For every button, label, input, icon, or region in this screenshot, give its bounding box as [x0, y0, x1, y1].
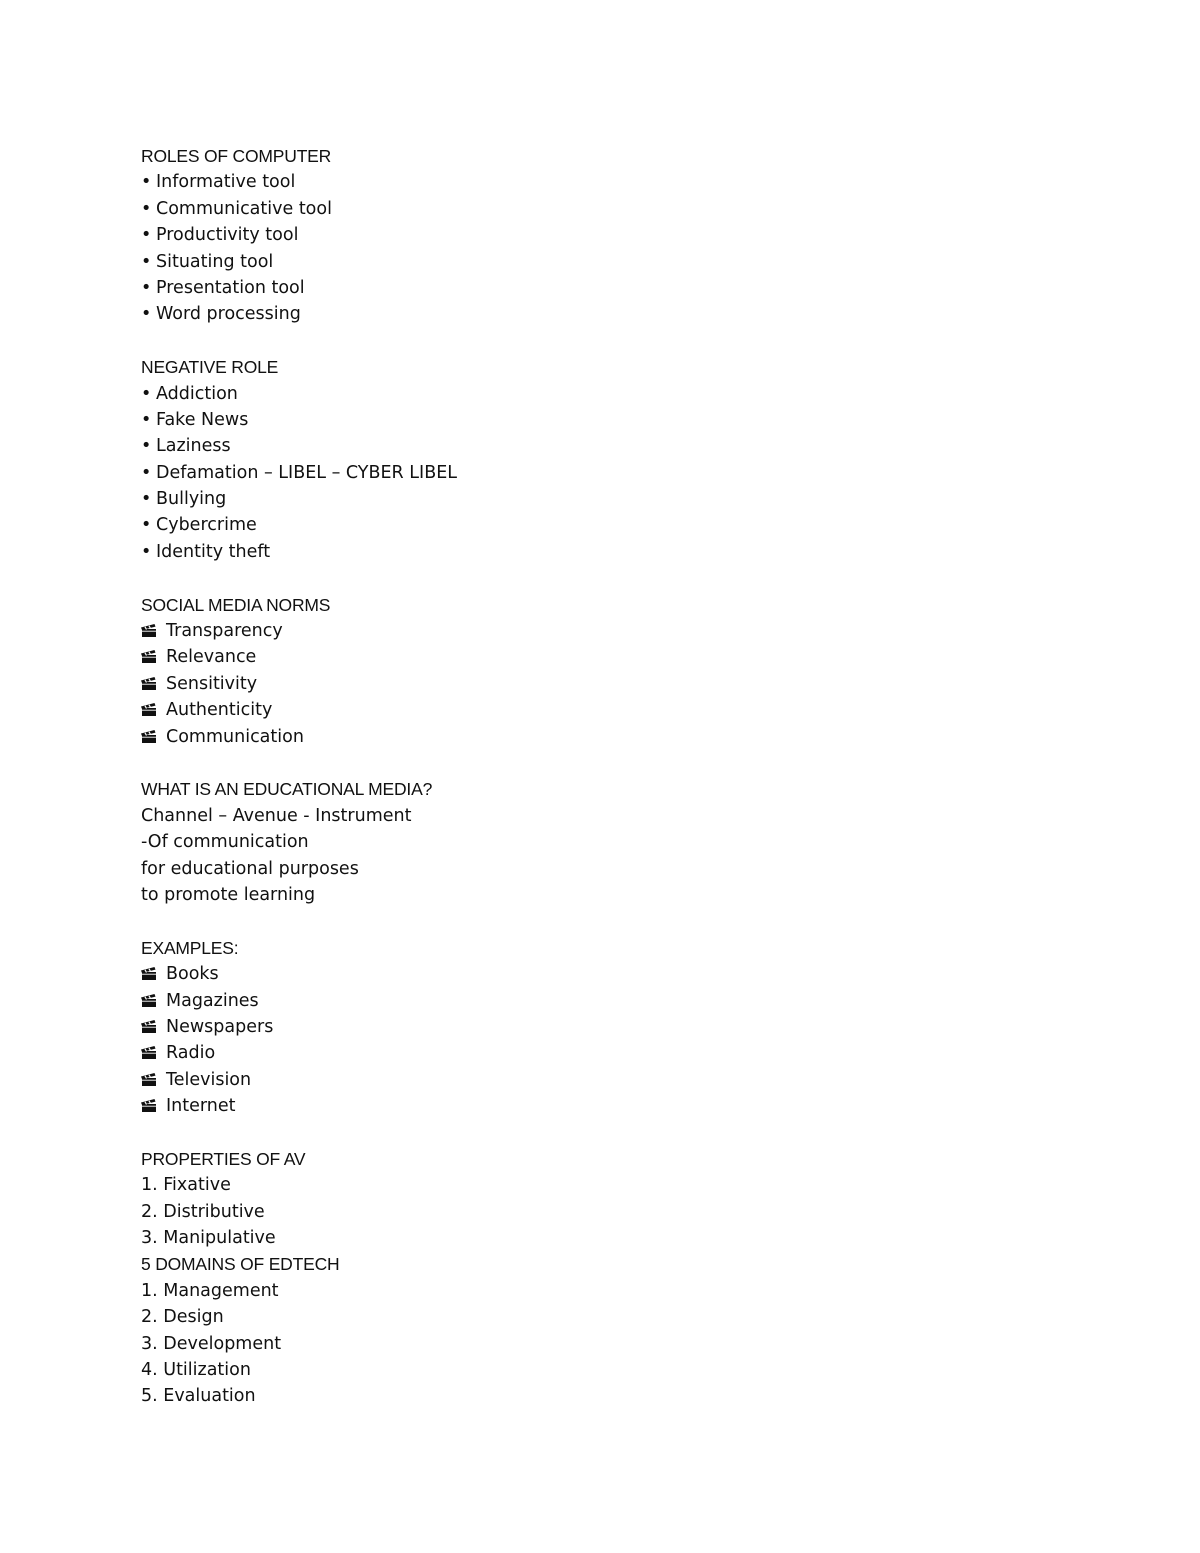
- paragraph-gap: [141, 1119, 1101, 1145]
- bullet-icon: •: [141, 225, 152, 246]
- list-item: [141, 539, 1101, 565]
- list-item-text: Cybercrime: [156, 515, 257, 536]
- list-item: [141, 275, 1101, 301]
- list-item: [141, 433, 1101, 459]
- list-item: [141, 407, 1101, 433]
- clapperboard-icon: [141, 1020, 157, 1033]
- list-item: [141, 671, 1101, 697]
- list-item: [141, 381, 1101, 407]
- list-item: [141, 486, 1101, 512]
- numbered-item: 1. Management: [141, 1280, 279, 1301]
- list-item: [141, 460, 1101, 486]
- text-line: Channel – Avenue - Instrument: [141, 805, 412, 826]
- section-heading-negative: NEGATIVE ROLE: [141, 357, 279, 378]
- list-item: [141, 1067, 1101, 1093]
- list-item: [141, 196, 1101, 222]
- text-line: to promote learning: [141, 884, 316, 905]
- list-item-text: Newspapers: [166, 1016, 274, 1037]
- numbered-item: 1. Fixative: [141, 1175, 231, 1196]
- section-heading-examples: EXAMPLES:: [141, 937, 239, 958]
- list-item: [141, 1014, 1101, 1040]
- section-heading-norms: SOCIAL MEDIA NORMS: [141, 594, 331, 615]
- bullet-icon: •: [141, 383, 152, 404]
- list-item-text: Relevance: [166, 647, 257, 668]
- list-item-text: Sensitivity: [166, 673, 258, 694]
- list-item-text: Communication: [166, 726, 304, 747]
- list-item: [141, 169, 1101, 195]
- clapperboard-icon: [141, 703, 157, 716]
- numbered-item: 5. Evaluation: [141, 1386, 256, 1407]
- section-heading-edmedia: WHAT IS AN EDUCATIONAL MEDIA?: [141, 779, 433, 800]
- list-item: [141, 249, 1101, 275]
- list-item-text: Internet: [166, 1096, 236, 1117]
- text-line: -Of communication: [141, 832, 309, 853]
- text-line: for educational purposes: [141, 858, 359, 879]
- list-item: [141, 1040, 1101, 1066]
- list-item: [141, 724, 1101, 750]
- list-item-text: Magazines: [166, 990, 259, 1011]
- paragraph-gap: [141, 565, 1101, 591]
- list-item-text: Bullying: [156, 489, 227, 510]
- list-item: [141, 512, 1101, 538]
- paragraph-gap: [141, 750, 1101, 776]
- clapperboard-icon: [141, 1046, 157, 1059]
- clapperboard-icon: [141, 1099, 157, 1112]
- clapperboard-icon: [141, 1073, 157, 1086]
- list-item-text: Books: [166, 964, 219, 985]
- list-item-text: Transparency: [166, 621, 283, 642]
- list-item-text: Radio: [166, 1043, 216, 1064]
- list-item-text: Communicative tool: [156, 198, 332, 219]
- bullet-icon: •: [141, 436, 152, 457]
- list-item: [141, 988, 1101, 1014]
- bullet-icon: •: [141, 198, 152, 219]
- bullet-icon: •: [141, 304, 152, 325]
- list-item: [141, 301, 1101, 327]
- list-item-text: Presentation tool: [156, 277, 305, 298]
- bullet-icon: •: [141, 277, 152, 298]
- clapperboard-icon: [141, 677, 157, 690]
- clapperboard-icon: [141, 994, 157, 1007]
- paragraph-gap: [141, 908, 1101, 934]
- clapperboard-icon: [141, 730, 157, 743]
- list-item-text: Situating tool: [156, 251, 274, 272]
- list-item-text: Authenticity: [166, 700, 273, 721]
- paragraph-gap: [141, 328, 1101, 354]
- list-item: [141, 222, 1101, 248]
- list-item-text: Fake News: [156, 409, 249, 430]
- section-heading-roles: ROLES OF COMPUTER: [141, 146, 332, 166]
- numbered-item: 3. Manipulative: [141, 1228, 276, 1249]
- list-item: [141, 697, 1101, 723]
- list-item: [141, 644, 1101, 670]
- list-item-text: Defamation – LIBEL – CYBER LIBEL: [156, 462, 458, 483]
- list-item: [141, 618, 1101, 644]
- bullet-icon: •: [141, 409, 152, 430]
- list-item: [141, 1093, 1101, 1119]
- bullet-icon: •: [141, 251, 152, 272]
- bullet-icon: •: [141, 172, 152, 193]
- list-item-text: Addiction: [156, 383, 238, 404]
- numbered-item: 2. Distributive: [141, 1201, 265, 1222]
- clapperboard-icon: [141, 650, 157, 663]
- numbered-item: 4. Utilization: [141, 1359, 251, 1380]
- numbered-item: 3. Development: [141, 1333, 282, 1354]
- clapperboard-icon: [141, 624, 157, 637]
- list-item: [141, 961, 1101, 987]
- document-page: [141, 143, 1101, 1410]
- list-item-text: Informative tool: [156, 172, 296, 193]
- list-item-text: Television: [166, 1069, 252, 1090]
- section-heading-domains: 5 DOMAINS OF EDTECH: [141, 1254, 340, 1275]
- list-item-text: Laziness: [156, 436, 231, 457]
- clapperboard-icon: [141, 967, 157, 980]
- numbered-item: 2. Design: [141, 1307, 224, 1328]
- bullet-icon: •: [141, 489, 152, 510]
- list-item-text: Identity theft: [156, 541, 271, 562]
- list-item-text: Word processing: [156, 304, 301, 325]
- section-heading-properties: PROPERTIES OF AV: [141, 1148, 306, 1169]
- bullet-icon: •: [141, 462, 152, 483]
- list-item-text: Productivity tool: [156, 225, 299, 246]
- bullet-icon: •: [141, 515, 152, 536]
- bullet-icon: •: [141, 541, 152, 562]
